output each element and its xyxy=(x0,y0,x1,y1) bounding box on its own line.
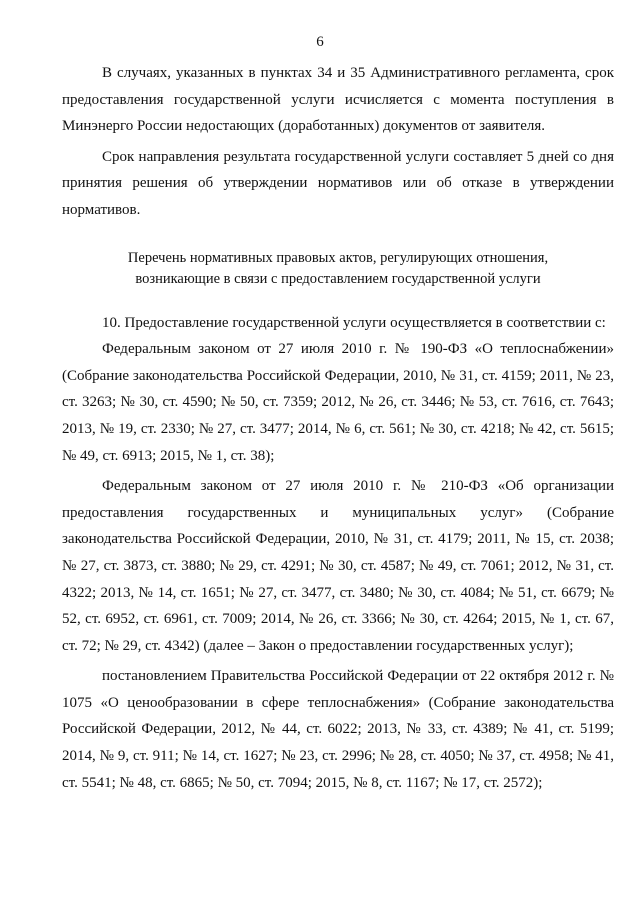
paragraph-law-190fz: Федеральным законом от 27 июля 2010 г. № 190-ФЗ «О теплоснабжении» (Собрание законодательства Российской Федерации, 2010, № 31, ст. 4159; 2011, № 23, ст. 3263; № 30, ст. 4590; № 50, ст. 7359; 2012, № 26, ст. 3446; № 53, ст. 7616, ст. 7643; 2013, № 19, ст. 2330; № 27, ст. 3477; 2014, № 6, ст. 561; № 30, ст. 4218; № 42, ст. 5615; № 49, ст. 6913; 2015, № 1, ст. 38); xyxy=(62,341,614,464)
paragraph-deadline-calculation: В случаях, указанных в пунктах 34 и 35 Административного регламента, срок предоставления государственной услуги исчисляется с момента поступления в Минэнерго России недостающих (доработанных) документов от заявителя. xyxy=(62,65,614,135)
paragraph-result-deadline: Срок направления результата государственной услуги составляет 5 дней со дня принятия решения об утверждении нормативов или об отказе в утверждении нормативов. xyxy=(62,148,614,218)
document-body xyxy=(62,60,614,796)
section-heading-line-2: возникающие в связи с предоставлением государственной услуги xyxy=(135,270,541,287)
page-number: 6 xyxy=(316,34,324,50)
paragraph-law-210fz: Федеральным законом от 27 июля 2010 г. № 210-ФЗ «Об организации предоставления государственных и муниципальных услуг» (Собрание законодательства Российской Федерации, 2010, № 31, ст. 4179; 2011, № 15, ст. 2038; № 27, ст. 3873, ст. 3880; № 29, ст. 4291; № 30, ст. 4587; № 49, ст. 7061; 2012, № 31, ст. 4322; 2013, № 14, ст. 1651; № 27, ст. 3477, ст. 3480; № 30, ст. 4084; № 51, ст. 6679; № 52, ст. 6952, ст. 6961, ст. 7009; 2014, № 26, ст. 3366; № 30, ст. 4264; 2015, № 1, ст. 67, ст. 72; № 29, ст. 4342) (далее – Закон о предоставлении государственных услуг); xyxy=(62,478,614,654)
section-heading-line-1: Перечень нормативных правовых актов, регулирующих отношения, xyxy=(127,249,549,266)
paragraph-item-10: 10. Предоставление государственной услуги осуществляется в соответствии с: xyxy=(102,314,606,331)
section-heading xyxy=(62,248,614,290)
paragraph-resolution-1075: постановлением Правительства Российской Федерации от 22 октября 2012 г. № 1075 «О ценообразовании в сфере теплоснабжения» (Собрание законодательства Российской Федерации, 2012, № 44, ст. 6022; 2013, № 33, ст. 4389; № 41, ст. 5199; 2014, № 9, ст. 911; № 14, ст. 1627; № 23, ст. 2996; № 28, ст. 4050; № 37, ст. 4958; № 41, ст. 5541; № 48, ст. 6865; № 50, ст. 7094; 2015, № 8, ст. 1167; № 17, ст. 2572); xyxy=(62,668,614,791)
